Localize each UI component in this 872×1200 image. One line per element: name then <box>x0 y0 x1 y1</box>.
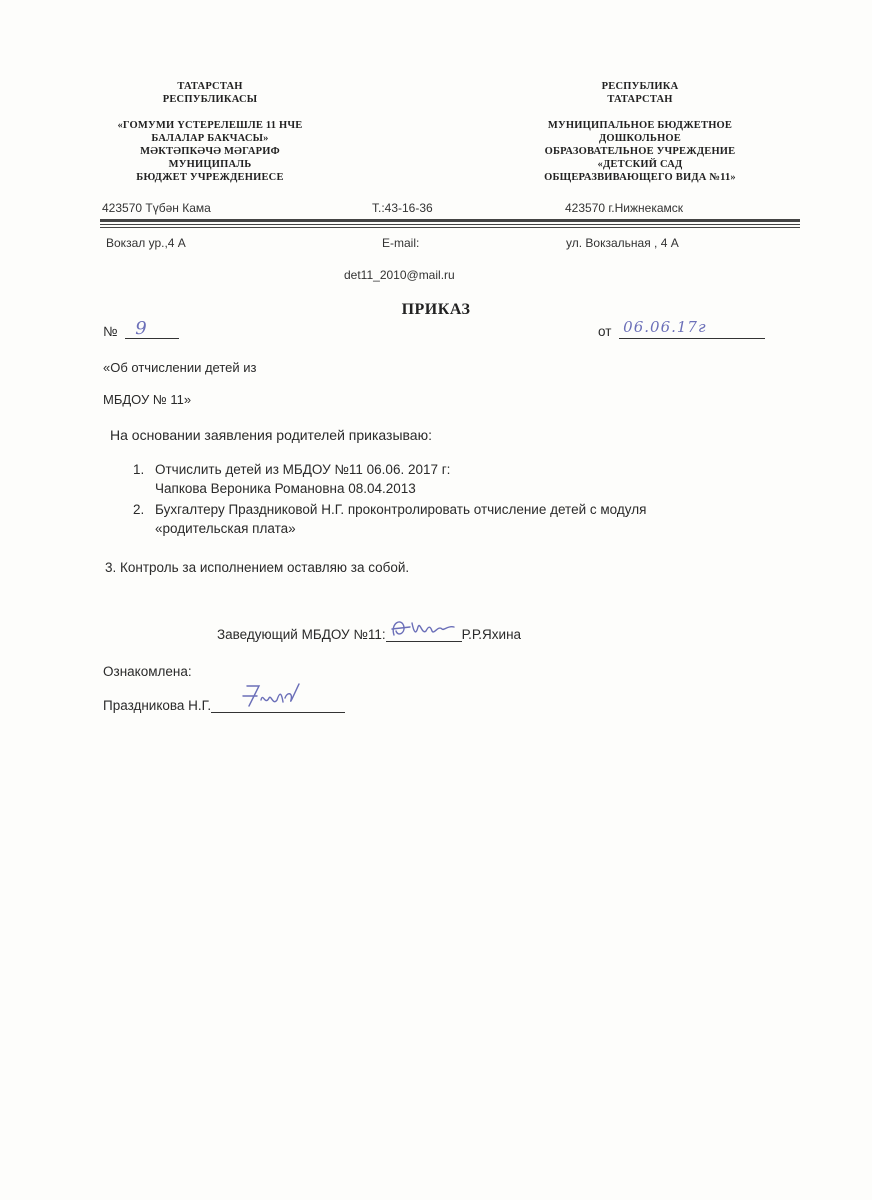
number-label: № <box>103 324 118 339</box>
address-right: 423570 г.Нижнекамск <box>565 201 684 215</box>
date-handwritten: 06.06.17г <box>623 318 707 336</box>
header-right-line: ТАТАРСТАН <box>607 94 673 105</box>
header-left-line: ТАТАРСТАН <box>177 81 243 92</box>
accountant-label: Праздникова Н.Г. <box>103 698 212 713</box>
header-divider-thick <box>100 219 800 222</box>
accountant-signature-field <box>211 698 345 713</box>
document-title: ПРИКАЗ <box>401 301 471 318</box>
header-left-line: БАЛАЛАР БАКЧАСЫ» <box>151 133 269 144</box>
header-left-line: МӘКТӘПКӘЧӘ МӘГАРИФ <box>140 146 280 157</box>
date-field <box>619 318 765 339</box>
item-number: 1. <box>133 462 145 477</box>
head-name: Р.Р.Яхина <box>461 627 522 642</box>
date-label: от <box>598 324 612 339</box>
header-right-line: «ДЕТСКИЙ САД <box>597 159 683 170</box>
item-text: Бухгалтеру Праздниковой Н.Г. проконтролировать отчисление детей с модуля <box>155 502 647 517</box>
head-signature-line <box>217 627 521 642</box>
header-left <box>100 80 320 184</box>
item-number: 2. <box>133 502 145 517</box>
order-item <box>133 500 646 538</box>
street-right: ул. Вокзальная , 4 А <box>566 236 679 250</box>
header-right-line: ОБРАЗОВАТЕЛЬНОЕ УЧРЕЖДЕНИЕ <box>544 146 736 157</box>
item-text: «родительская плата» <box>155 521 296 536</box>
header-right-line: ДОШКОЛЬНОЕ <box>598 133 682 144</box>
number-field <box>125 318 179 339</box>
number-handwritten: 9 <box>135 318 147 339</box>
header-left-line: РЕСПУБЛИКАСЫ <box>162 94 258 105</box>
order-item-3: 3. Контроль за исполнением оставляю за собой. <box>105 560 410 575</box>
header-left-line: БЮДЖЕТ УЧРЕЖДЕНИЕСЕ <box>136 172 284 183</box>
order-item <box>133 460 450 498</box>
header-right <box>530 80 750 184</box>
subject-line: МБДОУ № 11» <box>103 392 192 407</box>
header-left-line: МУНИЦИПАЛЬ <box>168 159 252 170</box>
header-left-line: «ГОМУМИ ҮСТЕРЕЛЕШЛЕ 11 НЧЕ <box>117 120 303 131</box>
header-right-line: РЕСПУБЛИКА <box>601 81 679 92</box>
order-date <box>598 318 765 339</box>
email-label: E-mail: <box>382 236 420 250</box>
accountant-signature-line <box>103 698 345 713</box>
subject-line: «Об отчислении детей из <box>103 360 257 375</box>
head-signature-field <box>386 627 462 642</box>
accountant-signature <box>239 680 319 712</box>
address-left: 423570 Түбән Кама <box>102 201 211 215</box>
item-text: Чапкова Вероника Романовна 08.04.2013 <box>155 481 416 496</box>
acquainted-label: Ознакомлена: <box>103 664 192 679</box>
item-text: Отчислить детей из МБДОУ №11 06.06. 2017 г: <box>155 462 451 477</box>
header-right-line: МУНИЦИПАЛЬНОЕ БЮДЖЕТНОЕ <box>547 120 733 131</box>
preamble: На основании заявления родителей приказываю: <box>110 427 432 443</box>
head-signature <box>388 613 468 643</box>
header-right-line: ОБЩЕРАЗВИВАЮЩЕГО ВИДА №11» <box>544 172 736 183</box>
email-address: det11_2010@mail.ru <box>344 268 455 282</box>
head-label: Заведующий МБДОУ №11: <box>217 627 386 642</box>
street-left: Вокзал ур.,4 А <box>106 236 186 250</box>
header-divider-thin <box>100 224 800 225</box>
phone: Т.:43-16-36 <box>372 201 433 215</box>
order-number <box>103 318 179 339</box>
header-divider-thin <box>100 227 800 228</box>
